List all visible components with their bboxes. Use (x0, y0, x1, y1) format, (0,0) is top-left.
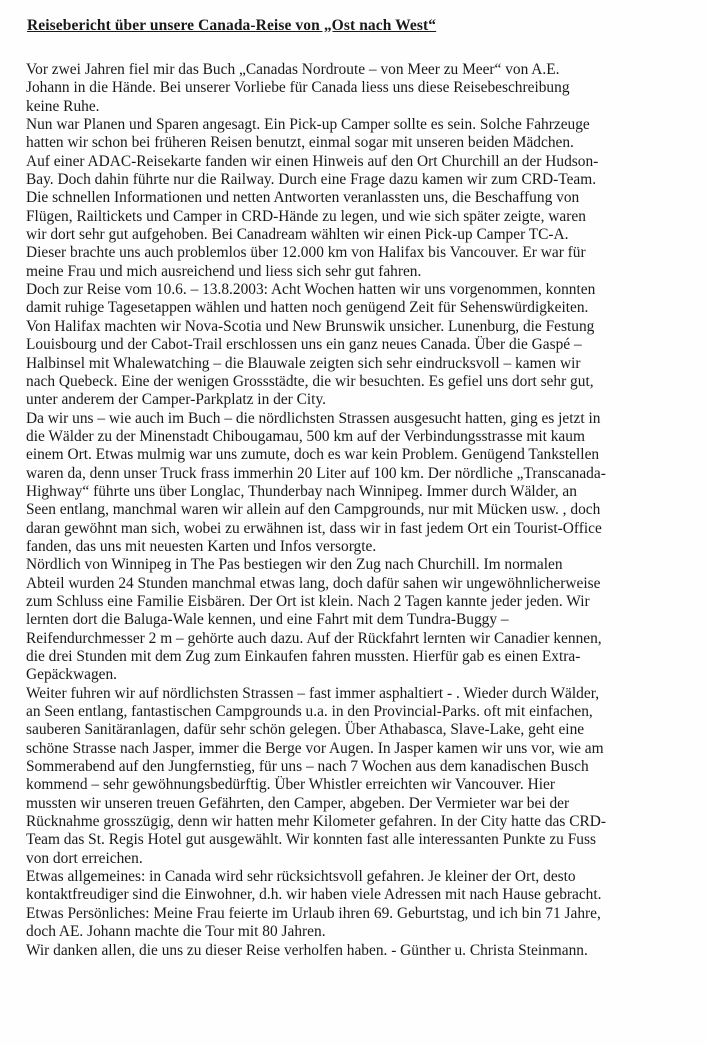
body-line: unter anderem der Camper-Parkplatz in der City. (26, 391, 326, 409)
body-line: Bay. Doch dahin führte nur die Railway. Durch eine Frage dazu kamen wir zum CRD-Team. (26, 171, 597, 189)
body-line: zum Schluss eine Familie Eisbären. Der Ort ist klein. Nach 2 Tagen kannte jeder jeden. Wir (26, 592, 590, 610)
body-line: Auf einer ADAC-Reisekarte fanden wir einen Hinweis auf den Ort Churchill an der Hudson- (26, 152, 599, 170)
body-line: an Seen entlang, fantastischen Campgrounds u.a. in den Provincial-Parks. oft mit einfachen, (26, 703, 593, 721)
body-line: mussten wir unseren treuen Gefährten, den Camper, abgeben. Der Vermieter war bei der (26, 794, 570, 812)
body-line: Da wir uns – wie auch im Buch – die nördlichsten Strassen ausgesucht hatten, ging es jetzt in (26, 409, 601, 427)
body-line: meine Frau und mich ausreichend und liess sich sehr gut fahren. (26, 262, 422, 280)
body-line: Von Halifax machten wir Nova-Scotia und New Brunswik unsicher. Lunenburg, die Festung (26, 317, 595, 335)
body-line: schöne Strasse nach Jasper, immer die Berge vor Augen. In Jasper kamen wir uns vor, wie am (26, 739, 604, 757)
body-line: Etwas Persönliches: Meine Frau feierte im Urlaub ihren 69. Geburtstag, und ich bin 71 Jahre, (26, 904, 601, 922)
body-line: die Wälder zu der Minenstadt Chibougamau, 500 km auf der Verbindungsstrasse mit kaum (26, 427, 585, 445)
body-line: Nördlich von Winnipeg in The Pas bestiegen wir den Zug nach Churchill. Im normalen (26, 556, 563, 574)
body-line: einem Ort. Etwas mulmig war uns zumute, doch es war kein Problem. Genügend Tankstellen (26, 446, 600, 464)
body-line: Flügen, Railtickets und Camper in CRD-Hände zu legen, und wie sich später zeigte, waren (26, 207, 586, 225)
body-line: von dort erreichen. (26, 849, 143, 867)
body-line: fanden, das uns mit neuesten Karten und Infos versorgte. (26, 537, 377, 555)
body-line: kontaktfreudiger sind die Einwohner, d.h. wir haben viele Adressen mit nach Hause gebracht. (26, 886, 602, 904)
body-line: Die schnellen Informationen und netten Antworten veranlassten uns, die Beschaffung von (26, 189, 580, 207)
body-line: Reifendurchmesser 2 m – gehörte auch dazu. Auf der Rückfahrt lernten wir Canadier kennen, (26, 629, 602, 647)
body-line: Dieser brachte uns auch problemlos über 12.000 km von Halifax bis Vancouver. Er war für (26, 244, 586, 262)
body-line: Sommerabend auf den Jungfernstieg, für uns – nach 7 Wochen aus dem kanadischen Busch (26, 758, 589, 776)
document-title: Reisebericht über unsere Canada-Reise von „Ost nach West“ (27, 17, 437, 34)
body-line: wir dort sehr gut aufgehoben. Bei Canadream wählten wir einen Pick-up Camper TC-A. (26, 226, 569, 244)
body-line: daran gewöhnt man sich, wobei zu erwähnen ist, dass wir in fast jedem Ort ein Tourist-Office (26, 519, 602, 537)
body-line: Team das St. Regis Hotel gut ausgewählt. Wir konnten fast alle interessanten Punkte zu Fuss (26, 831, 596, 849)
body-line: Gepäckwagen. (26, 666, 118, 684)
body-line: Nun war Planen und Sparen angesagt. Ein Pick-up Camper sollte es sein. Solche Fahrzeuge (26, 116, 590, 134)
body-line: keine Ruhe. (26, 97, 100, 115)
body-line: die drei Stunden mit dem Zug zum Einkaufen fahren mussten. Hierfür gab es einen Extra- (26, 648, 581, 665)
body-line: Highway“ führte uns über Longlac, Thunderbay nach Winnipeg. Immer durch Wälder, an (26, 482, 577, 500)
body-line: nach Quebeck. Eine der wenigen Grossstädte, die wir besuchten. Es gefiel uns dort sehr gut, (26, 372, 594, 390)
body-line: Seen entlang, manchmal waren wir allein auf den Campgrounds, nur mit Mücken usw. , doch (26, 501, 601, 519)
body-line: Wir danken allen, die uns zu dieser Reise verholfen haben. - Günther u. Christa Steinmann. (26, 941, 588, 959)
body-line: hatten wir schon bei früheren Reisen benutzt, einmal sogar mit unseren beiden Mädchen. (26, 134, 574, 152)
body-line: damit ruhige Tagesetappen wählen und hatten noch genügend Zeit für Sehenswürdigkeiten. (26, 299, 589, 317)
body-line: Vor zwei Jahren fiel mir das Buch „Canadas Nordroute – von Meer zu Meer“ von A.E. (26, 61, 560, 78)
body-line: Etwas allgemeines: in Canada wird sehr rücksichtsvoll gefahren. Je kleiner der Ort, desto (26, 868, 576, 886)
body-line: lernten dort die Baluga-Wale kennen, und eine Fahrt mit dem Tundra-Buggy – (26, 611, 509, 629)
body-line: Louisbourg und der Cabot-Trail erschlossen uns ein ganz neues Canada. Über die Gaspé – (26, 336, 582, 354)
body-line: Doch zur Reise vom 10.6. – 13.8.2003: Acht Wochen hatten wir uns vorgenommen, konnten (26, 281, 596, 299)
body-line: Weiter fuhren wir auf nördlichsten Strassen – fast immer asphaltiert - . Wieder durch Wälder, (26, 684, 600, 702)
body-line: Abteil wurden 24 Stunden manchmal etwas lang, doch dafür sahen wir ungewöhnlicherweise (26, 574, 601, 592)
body-line: kommend – sehr gewöhnungsbedürftig. Über Whistler erreichten wir Vancouver. Hier (26, 776, 555, 794)
body-line: doch AE. Johann machte die Tour mit 80 Jahren. (26, 923, 326, 941)
body-line: waren da, denn unser Truck frass immerhin 20 Liter auf 100 km. Der nördliche „Transcanada- (26, 464, 606, 482)
body-line: sauberen Sanitäranlagen, dafür sehr schön gelegen. Über Athabasca, Slave-Lake, geht eine (26, 721, 585, 739)
body-line: Rücknahme grosszügig, denn wir hatten mehr Kilometer gefahren. In der City hatte das CRD- (26, 813, 606, 831)
body-line: Halbinsel mit Whalewatching – die Blauwale zeigten sich sehr eindrucksvoll – kamen wir (26, 354, 581, 372)
body-line: Johann in die Hände. Bei unserer Vorliebe für Canada liess uns diese Reisebeschreibung (26, 79, 570, 97)
document-body (26, 61, 696, 960)
